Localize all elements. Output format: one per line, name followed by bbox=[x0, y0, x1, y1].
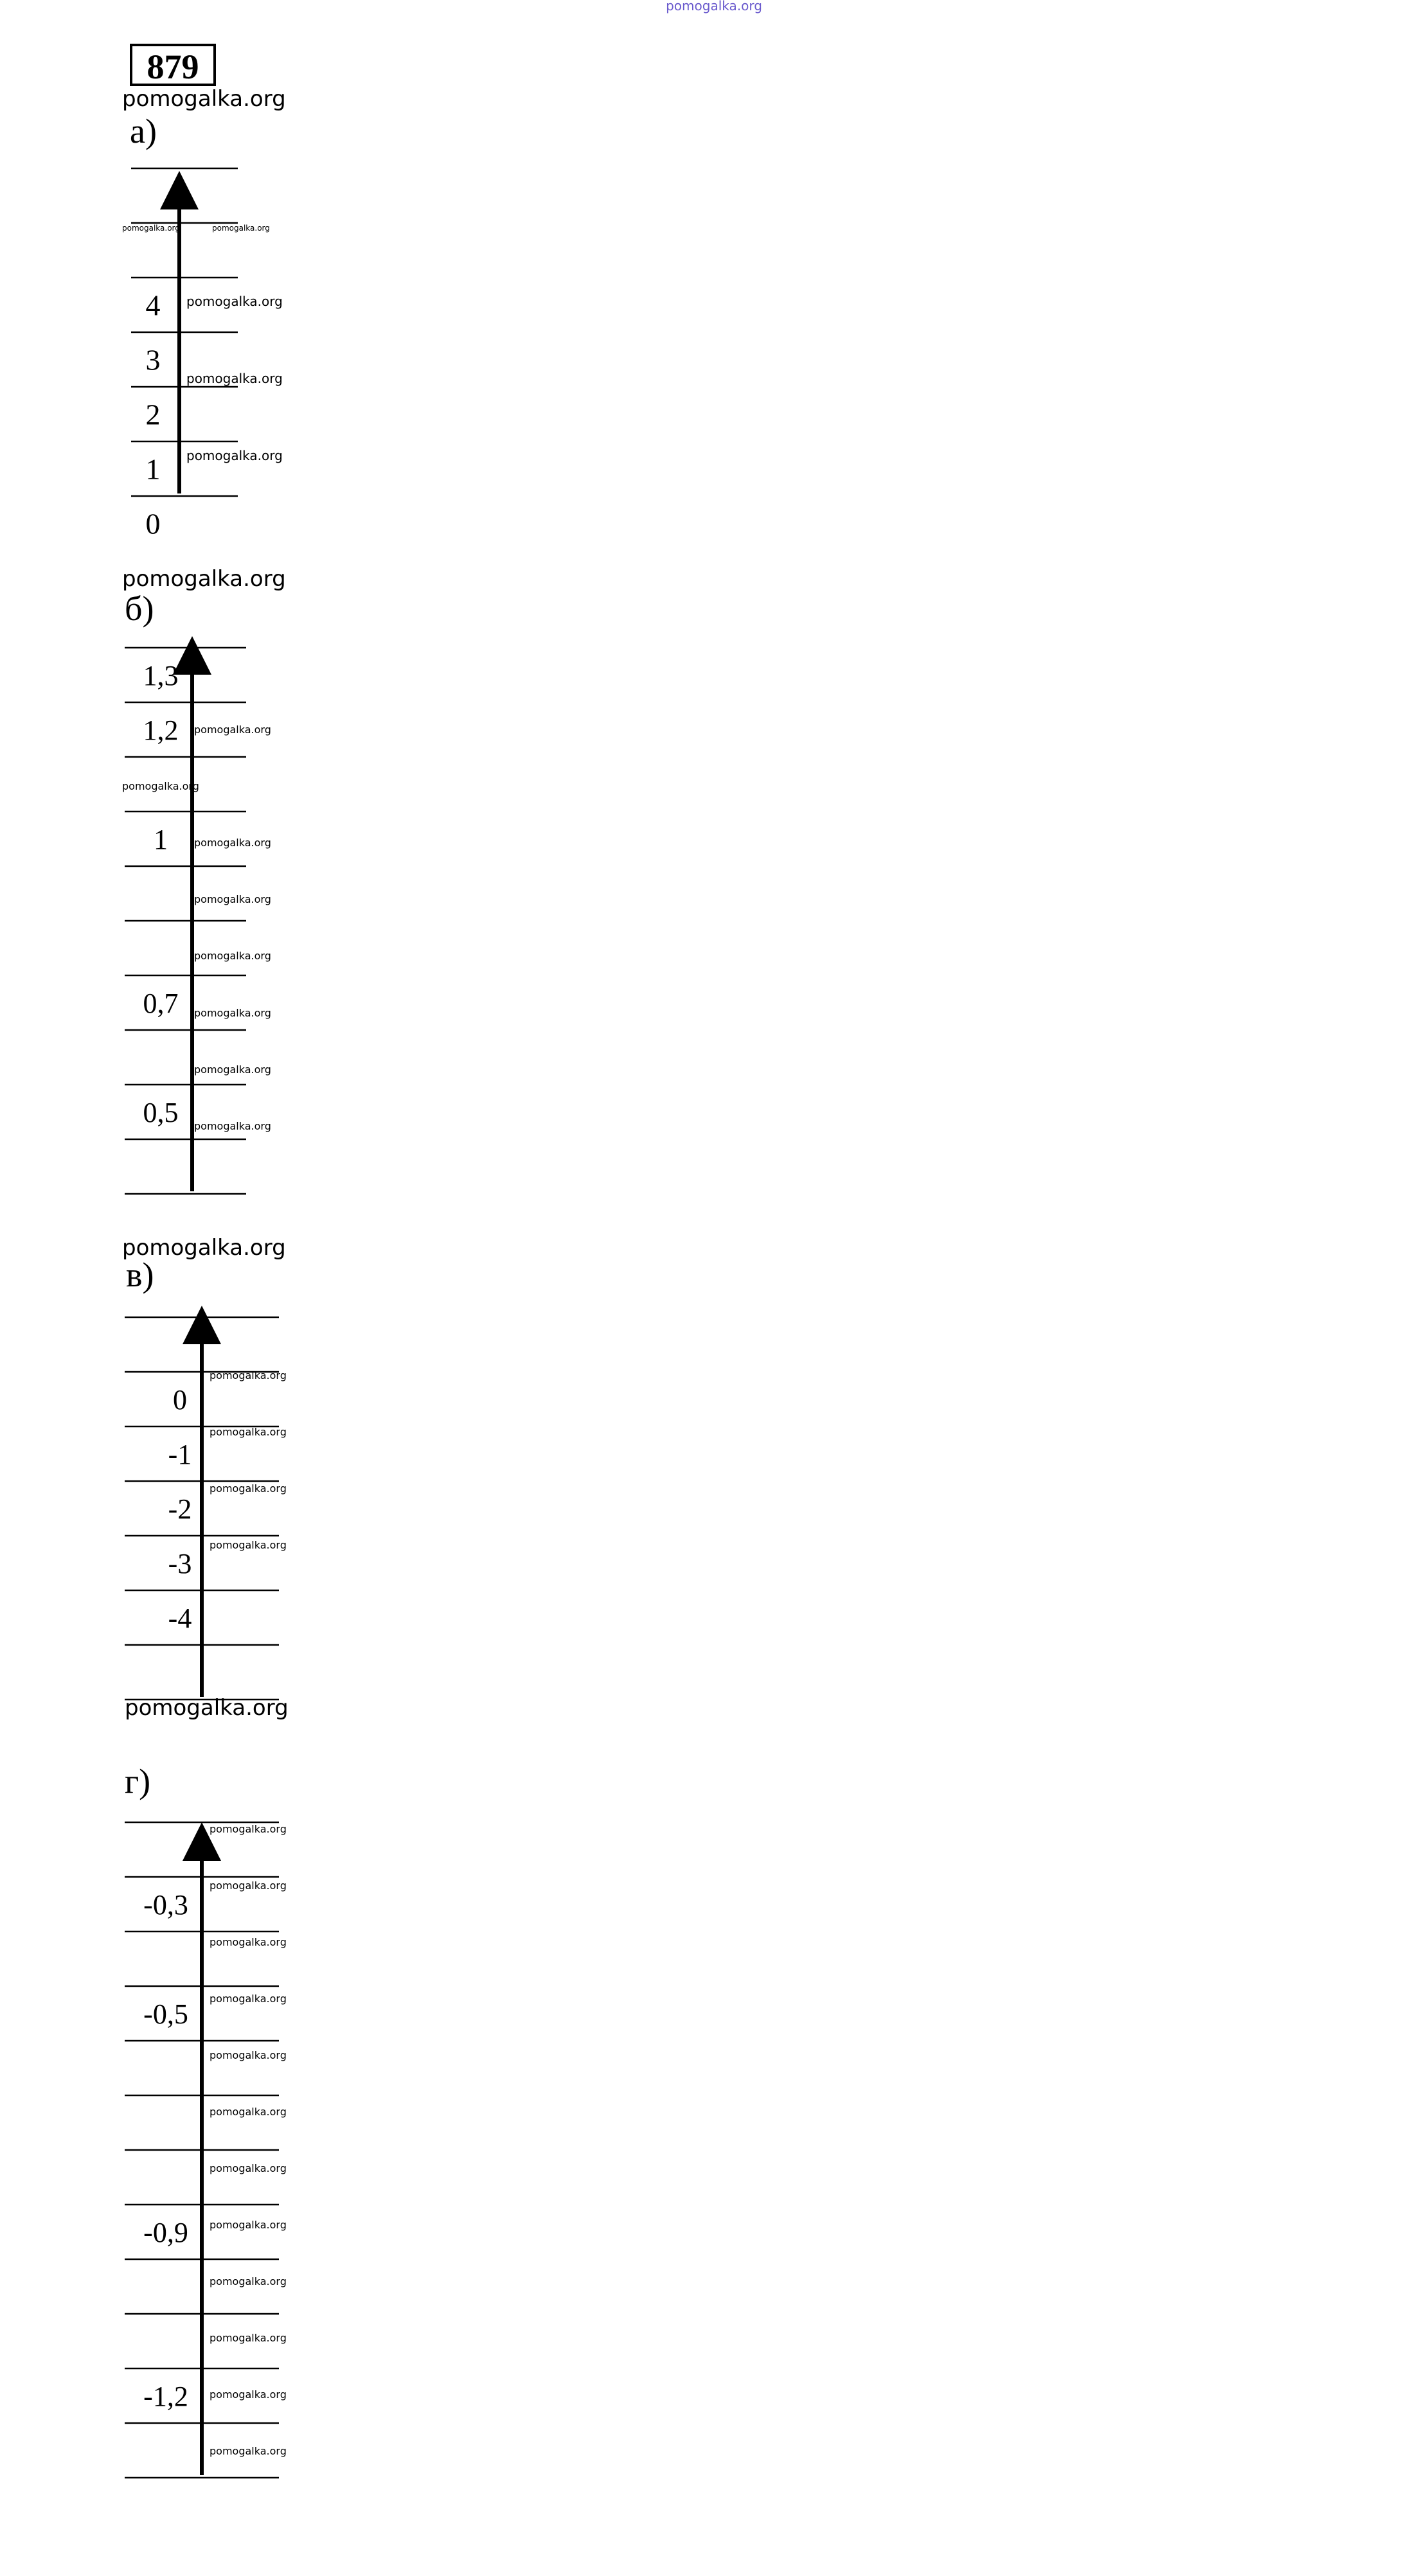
watermark: pomogalka.org bbox=[186, 294, 283, 309]
section-label-g: г) bbox=[125, 1762, 151, 1800]
tick-label: 0 bbox=[145, 507, 161, 540]
tick-label: -3 bbox=[168, 1547, 192, 1579]
watermark: pomogalka.org bbox=[122, 566, 286, 592]
watermark: pomogalka.org bbox=[210, 1879, 287, 1892]
section-label-v: в) bbox=[126, 1256, 154, 1294]
watermark: pomogalka.org bbox=[194, 893, 271, 905]
watermark: pomogalka.org bbox=[210, 1936, 287, 1948]
tick-label: -1,2 bbox=[143, 2380, 188, 2412]
watermark: pomogalka.org bbox=[122, 1235, 286, 1261]
tick-label: -0,9 bbox=[143, 2216, 188, 2248]
watermark: pomogalka.org bbox=[194, 1120, 271, 1132]
watermark: pomogalka.org bbox=[210, 1539, 287, 1551]
watermark: pomogalka.org bbox=[210, 1369, 287, 1381]
tick-label: -4 bbox=[168, 1602, 192, 1634]
number-line-g bbox=[125, 1822, 287, 2478]
watermark: pomogalka.org bbox=[194, 724, 271, 736]
watermark: pomogalka.org bbox=[122, 224, 180, 233]
tick-label: -1 bbox=[168, 1438, 192, 1470]
watermark: pomogalka.org bbox=[122, 780, 199, 792]
tick-label: -0,5 bbox=[143, 1998, 188, 2030]
tick-label: -0,3 bbox=[143, 1888, 188, 1921]
watermark: pomogalka.org bbox=[210, 1993, 287, 2005]
watermark: pomogalka.org bbox=[212, 224, 270, 233]
tick-label: 2 bbox=[145, 398, 161, 431]
section-label-b: б) bbox=[125, 589, 154, 628]
watermark: pomogalka.org bbox=[125, 1695, 289, 1721]
tick-label: 0,7 bbox=[143, 987, 179, 1019]
watermark: pomogalka.org bbox=[210, 2388, 287, 2401]
tick-label: 1 bbox=[154, 823, 168, 855]
tick-label: 1 bbox=[145, 452, 161, 486]
watermark: pomogalka.org bbox=[210, 1426, 287, 1438]
watermark: pomogalka.org bbox=[186, 448, 283, 463]
watermark: pomogalka.org bbox=[194, 1063, 271, 1076]
watermark: pomogalka.org bbox=[210, 2049, 287, 2061]
number-line-b bbox=[122, 648, 271, 1194]
watermark: pomogalka.org bbox=[210, 2275, 287, 2287]
tick-label: 0 bbox=[173, 1383, 187, 1416]
tick-label: 4 bbox=[145, 289, 161, 322]
watermark: pomogalka.org bbox=[210, 1823, 287, 1835]
tick-label: -2 bbox=[168, 1493, 192, 1525]
watermark: pomogalka.org bbox=[210, 2219, 287, 2231]
section-label-a: а) bbox=[130, 112, 157, 150]
number-line-v bbox=[125, 1317, 287, 1700]
watermark: pomogalka.org bbox=[194, 950, 271, 962]
tick-label: 1,3 bbox=[143, 659, 179, 691]
watermark: pomogalka.org bbox=[210, 2445, 287, 2457]
tick-label: 0,5 bbox=[143, 1096, 179, 1128]
watermark: pomogalka.org bbox=[186, 371, 283, 386]
number-line-a bbox=[122, 168, 283, 540]
watermark: pomogalka.org bbox=[210, 2106, 287, 2118]
watermark: pomogalka.org bbox=[122, 86, 286, 112]
problem-number: 879 bbox=[147, 48, 199, 86]
tick-label: 1,2 bbox=[143, 714, 179, 746]
watermark: pomogalka.org bbox=[194, 837, 271, 849]
watermark: pomogalka.org bbox=[210, 2162, 287, 2174]
tick-label: 3 bbox=[145, 343, 161, 377]
watermark: pomogalka.org bbox=[194, 1007, 271, 1019]
watermark: pomogalka.org bbox=[210, 2332, 287, 2344]
watermark: pomogalka.org bbox=[210, 1482, 287, 1495]
header-watermark: pomogalka.org bbox=[666, 0, 762, 13]
